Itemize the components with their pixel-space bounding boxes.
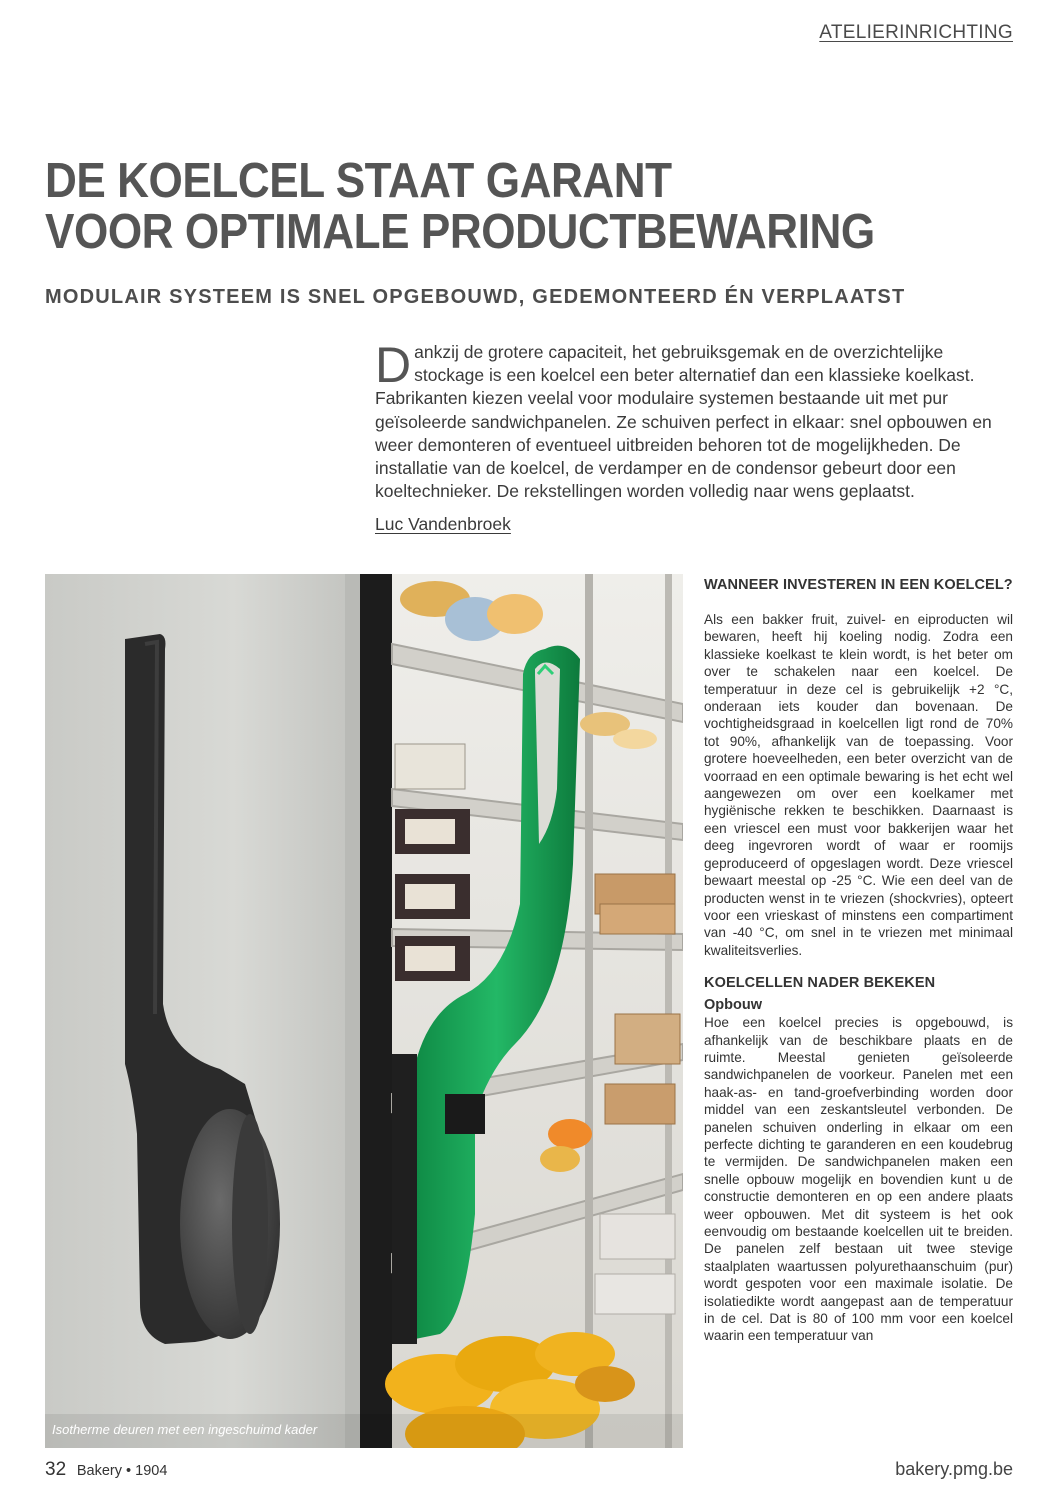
author-byline: Luc Vandenbroek	[375, 514, 511, 534]
cold-room-door-illustration	[45, 574, 683, 1448]
photo-caption: Isotherme deuren met een ingeschuimd kader	[52, 1422, 318, 1437]
paragraph-opbouw: Hoe een koelcel precies is opgebouwd, is afhankelijk van de beschikbare plaats en de ruimte. Meestal genieten geïsoleerde sandwichpanelen de voorkeur. Panelen met een haak-as- en tand-groefverbinding worden door middel van een zeskantsleutel verbonden. De panelen schuiven onderling in elkaar om een perfecte dichting te garanderen en een koudebrug te vermijden. De sandwichpanelen maken een snelle opbouw mogelijk en bovendien kunt u de constructie demonteren en op een andere plaats weer opbouwen. Met dit systeem is het ook eenvoudig om bestaande koelcellen uit te breiden. De panelen zelf bestaan uit twee stevige staalplaten waartussen polyurethaanschuim (pur) wordt gespoten voor een maximale isolatie. De isolatiedikte wordt aangepast aan de temperatuur in de cel. Dat is 80 of 100 mm voor een koelcel waarin een temperatuur van	[704, 1015, 1013, 1344]
paragraph-invest: Als een bakker fruit, zuivel- en eiproducten wil bewaren, heeft hij koeling nodig. Zodra een klassieke koelkast te klein wordt, is het beter om over te schakelen naar een koelcel. De temperatuur in deze cel is gebruikelijk +2 °C, onderaan iets kouder dan bovenaan. De vochtigheidsgraad in koelcellen ligt rond de 70% tot 90%, afhankelijk van de toepassing. Voor grotere hoeveelheden, een beter overzicht van de voorraad en een optimale bewaring is het echt wel aangewezen om over een koelkamer met hygiënische rekken te beschikken. Daarnaast is een vriescel een must voor bakkerijen waar het deeg ingevroren wordt of waar er roomijs geproduceerd of opgeslagen wordt. Deze vriescel bewaart meestal op -25 °C. Wie een deel van de producten wenst in te vriezen (shockvries), opteert voor een vrieskast of minstens een compartiment van -40 °C, om snel in te vriezen met minimaal kwaliteitsverlies.	[704, 612, 1013, 958]
title-line-1: DE KOELCEL STAAT GARANT	[45, 154, 672, 208]
article-intro	[375, 337, 1015, 503]
magazine-issue: Bakery • 1904	[76, 1463, 168, 1479]
subheading-opbouw: Opbouw	[704, 997, 762, 1014]
article-subtitle: MODULAIR SYSTEEM IS SNEL OPGEBOUWD, GEDEMONTEERD ÉN VERPLAATST	[45, 286, 906, 308]
page-number: 32	[45, 1459, 67, 1480]
article-title	[45, 156, 927, 258]
section-label: ATELIERINRICHTING	[819, 22, 1013, 43]
page-folio	[45, 1459, 167, 1481]
article-column	[704, 576, 1013, 1345]
title-line-2: VOOR OPTIMALE PRODUCTBEWARING	[45, 205, 875, 259]
website-link[interactable]: bakery.pmg.be	[895, 1459, 1013, 1479]
heading-koelcellen: KOELCELLEN NADER BEKEKEN	[704, 975, 936, 992]
article-photo	[45, 574, 683, 1448]
intro-dropcap: D	[375, 337, 412, 393]
heading-invest: WANNEER INVESTEREN IN EEN KOELCEL?	[704, 577, 1013, 593]
intro-text: ankzij de grotere capaciteit, het gebruiksgemak en de overzichtelijke stockage is een koelcel een beter alternatief dan een klassieke koelkast. Fabrikanten kiezen veelal voor modulaire systemen bestaande uit met pur geïsoleerde sandwichpanelen. Ze schuiven perfect in elkaar: snel opbouwen en weer demonteren of eventueel uitbreiden behoren tot de mogelijkheden. De installatie van de koelcel, de verdamper en de condensor gebeurt door een koeltechnieker. De rekstellingen worden volledig naar wens geplaatst.	[375, 342, 992, 502]
